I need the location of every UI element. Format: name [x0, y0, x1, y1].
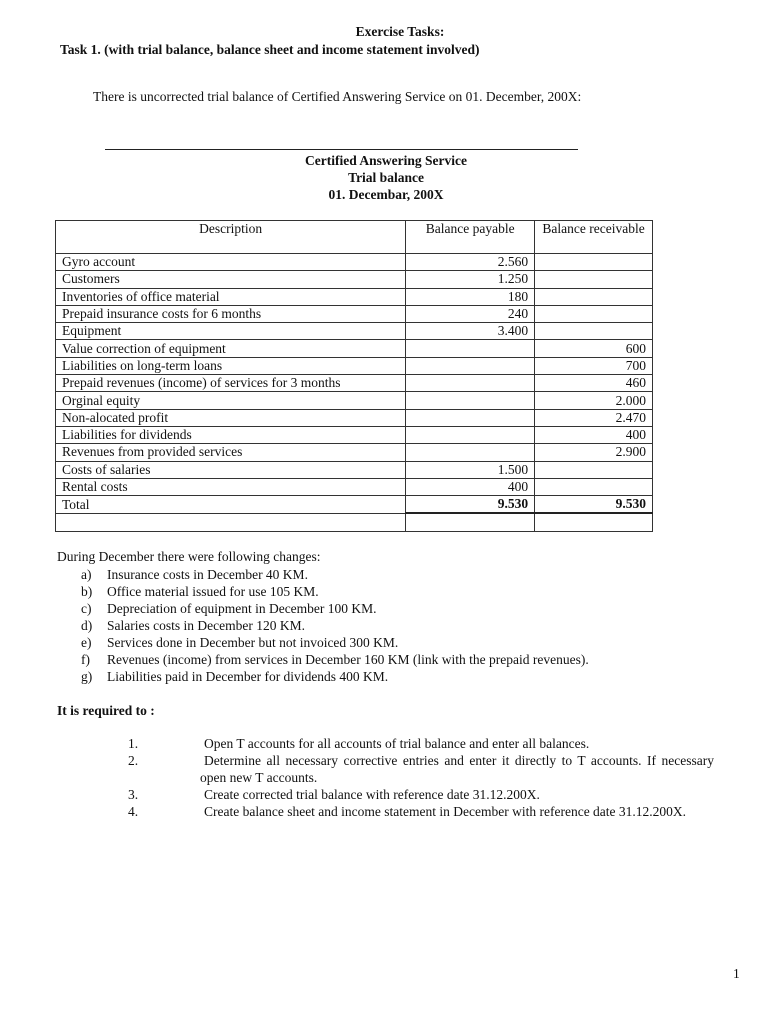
table-row: [56, 288, 653, 305]
balance-receivable: 460: [535, 375, 653, 392]
balance-payable: [406, 375, 535, 392]
required-heading: It is required to :: [57, 703, 155, 718]
balance-receivable: [535, 254, 653, 271]
total-label: Total: [56, 496, 406, 514]
empty-row: [56, 513, 653, 531]
table-row: [56, 426, 653, 443]
account-name: Value correction of equipment: [56, 340, 406, 357]
balance-payable: 240: [406, 305, 535, 322]
balance-receivable: [535, 305, 653, 322]
account-name: Liabilities for dividends: [56, 426, 406, 443]
balance-payable: [406, 392, 535, 409]
change-text: Revenues (income) from services in December 160 KM (link with the prepaid revenues).: [107, 652, 589, 667]
column-header: Balance payable: [406, 221, 535, 254]
change-item: [81, 600, 589, 617]
change-text: Insurance costs in December 40 KM.: [107, 567, 308, 582]
balance-receivable: [535, 461, 653, 478]
heading: Exercise Tasks:: [355, 24, 445, 39]
change-text: Salaries costs in December 120 KM.: [107, 618, 305, 633]
table-row: [56, 461, 653, 478]
balance-payable: 1.250: [406, 271, 535, 288]
table-row: [56, 478, 653, 495]
table-row: [56, 409, 653, 426]
change-text: Services done in December but not invoiced 300 KM.: [107, 635, 399, 650]
balance-receivable: [535, 323, 653, 340]
requirement-number: 4.: [128, 804, 139, 819]
table-header-row: [56, 221, 653, 254]
table-row: [56, 254, 653, 271]
change-letter: f): [81, 652, 90, 667]
change-letter: e): [81, 635, 92, 650]
doc-date: 01. Decembar, 200X: [328, 187, 444, 202]
balance-receivable: [535, 271, 653, 288]
change-text: Office material issued for use 105 KM.: [107, 584, 319, 599]
account-name: Equipment: [56, 323, 406, 340]
empty-cell: [56, 513, 406, 531]
change-text: Depreciation of equipment in December 100 KM.: [107, 601, 377, 616]
requirement-item: [128, 786, 714, 803]
balance-payable: 3.400: [406, 323, 535, 340]
requirement-item: [128, 752, 714, 786]
table-row: [56, 357, 653, 374]
change-item: [81, 583, 589, 600]
requirement-item: [128, 803, 714, 820]
balance-payable: 180: [406, 288, 535, 305]
account-name: Prepaid revenues (income) of services for 3 months: [56, 375, 406, 392]
company-name: Certified Answering Service: [305, 153, 467, 168]
account-name: Costs of salaries: [56, 461, 406, 478]
table-row: [56, 340, 653, 357]
change-item: [81, 617, 589, 634]
account-name: Liabilities on long-term loans: [56, 357, 406, 374]
balance-receivable: 400: [535, 426, 653, 443]
table-row: [56, 444, 653, 461]
balance-payable: [406, 340, 535, 357]
balance-payable: [406, 357, 535, 374]
requirement-text: Determine all necessary corrective entries and enter it directly to T accounts. If necessary open new T accounts.: [200, 753, 714, 785]
intro-text: There is uncorrected trial balance of Certified Answering Service on 01. December, 200X:: [93, 89, 582, 104]
change-item: [81, 566, 589, 583]
empty-cell: [406, 513, 535, 531]
table-row: [56, 305, 653, 322]
change-letter: a): [81, 567, 92, 582]
task-title: Task 1. (with trial balance, balance sheet and income statement involved): [60, 42, 480, 57]
total-row: [56, 496, 653, 514]
requirement-number: 1.: [128, 736, 139, 751]
balance-payable: [406, 444, 535, 461]
table-row: [56, 392, 653, 409]
doc-title: Trial balance: [348, 170, 424, 185]
balance-payable: 400: [406, 478, 535, 495]
requirement-text: Create balance sheet and income statement in December with reference date 31.12.200X.: [204, 804, 687, 819]
change-letter: b): [81, 584, 93, 599]
balance-payable: 2.560: [406, 254, 535, 271]
change-item: [81, 668, 589, 685]
table-row: [56, 271, 653, 288]
change-letter: d): [81, 618, 93, 633]
balance-receivable: [535, 478, 653, 495]
account-name: Orginal equity: [56, 392, 406, 409]
account-name: Revenues from provided services: [56, 444, 406, 461]
balance-receivable: 2.470: [535, 409, 653, 426]
table-row: [56, 375, 653, 392]
change-item: [81, 651, 589, 668]
change-letter: c): [81, 601, 92, 616]
total-value: 9.530: [535, 496, 653, 514]
divider-line: [105, 149, 578, 150]
account-name: Prepaid insurance costs for 6 months: [56, 305, 406, 322]
account-name: Rental costs: [56, 478, 406, 495]
requirement-text: Create corrected trial balance with reference date 31.12.200X.: [204, 787, 540, 802]
balance-payable: 1.500: [406, 461, 535, 478]
balance-payable: [406, 426, 535, 443]
requirement-number: 2.: [128, 753, 139, 768]
balance-receivable: 2.000: [535, 392, 653, 409]
balance-receivable: 600: [535, 340, 653, 357]
balance-receivable: 2.900: [535, 444, 653, 461]
page-number: 1: [733, 966, 740, 981]
balance-receivable: 700: [535, 357, 653, 374]
balance-receivable: [535, 288, 653, 305]
changes-intro: During December there were following changes:: [57, 549, 321, 564]
change-letter: g): [81, 669, 93, 684]
empty-cell: [535, 513, 653, 531]
table-row: [56, 323, 653, 340]
balance-payable: [406, 409, 535, 426]
column-header: Description: [56, 221, 406, 254]
requirement-text: Open T accounts for all accounts of trial balance and enter all balances.: [204, 736, 590, 751]
requirement-number: 3.: [128, 787, 139, 802]
account-name: Non-alocated profit: [56, 409, 406, 426]
column-header: Balance receivable: [535, 221, 653, 254]
changes-list: [81, 566, 589, 685]
change-text: Liabilities paid in December for dividends 400 KM.: [107, 669, 389, 684]
account-name: Gyro account: [56, 254, 406, 271]
change-item: [81, 634, 589, 651]
trial-balance-table: [55, 220, 653, 532]
account-name: Inventories of office material: [56, 288, 406, 305]
total-value: 9.530: [406, 496, 535, 514]
requirement-item: [128, 735, 714, 752]
account-name: Customers: [56, 271, 406, 288]
